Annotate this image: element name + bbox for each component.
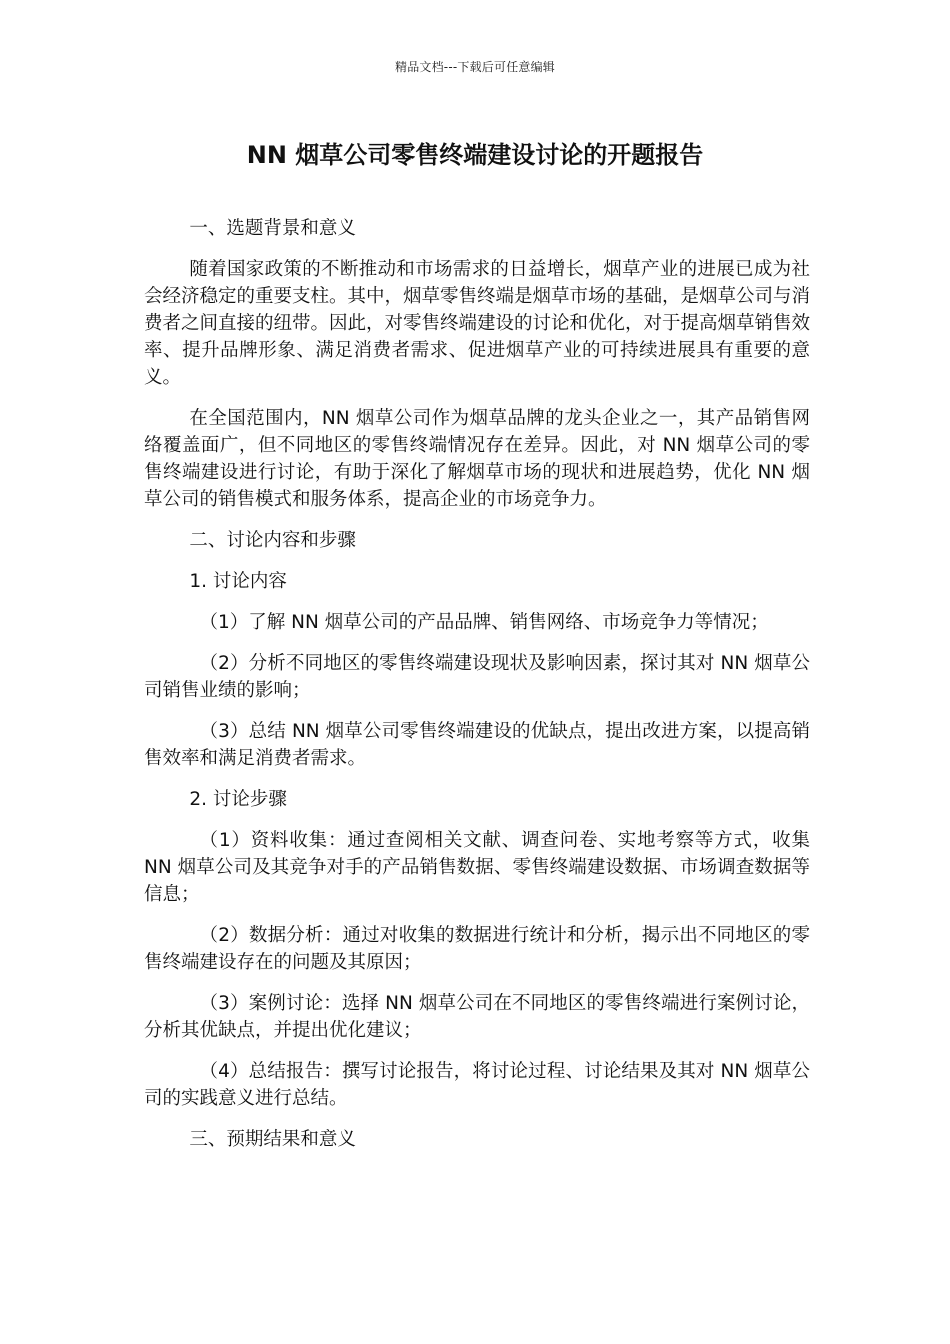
subsection-heading-steps: 2. 讨论步骤 (189, 789, 287, 810)
list-item: （4）总结报告：撰写讨论报告，将讨论过程、讨论结果及其对 NN 烟草公司的实践意义进行总结。 (144, 1061, 810, 1109)
list-item: （3）案例讨论：选择 NN 烟草公司在不同地区的零售终端进行案例讨论，分析其优缺点，并提出优化建议； (144, 993, 810, 1041)
list-item: （2）分析不同地区的零售终端建设现状及影响因素，探讨其对 NN 烟草公司销售业绩的影响； (144, 653, 810, 701)
paragraph-background-1: 随着国家政策的不断推动和市场需求的日益增长，烟草产业的进展已成为社会经济稳定的重要支柱。其中，烟草零售终端是烟草市场的基础，是烟草公司与消费者之间直接的纽带。因此，对零售终端建设的讨论和优化，对于提高烟草销售效率、提升品牌形象、满足消费者需求、促进烟草产业的可持续进展具有重要的意义。 (144, 259, 811, 388)
section-heading-results: 三、预期结果和意义 (189, 1129, 356, 1150)
list-item: （2）数据分析：通过对收集的数据进行统计和分析，揭示出不同地区的零售终端建设存在的问题及其原因； (144, 925, 810, 973)
subsection-heading-content: 1. 讨论内容 (189, 571, 287, 592)
document-title: NN 烟草公司零售终端建设讨论的开题报告 (246, 141, 704, 169)
page-header: 精品文档---下载后可任意编辑 (395, 60, 555, 74)
document-body (144, 215, 810, 1167)
list-item: （3）总结 NN 烟草公司零售终端建设的优缺点，提出改进方案，以提高销售效率和满足消费者需求。 (144, 721, 810, 769)
section-heading-content: 二、讨论内容和步骤 (189, 530, 356, 551)
list-item: （1）了解 NN 烟草公司的产品品牌、销售网络、市场竞争力等情况； (199, 612, 769, 633)
list-item: （1）资料收集：通过查阅相关文献、调查问卷、实地考察等方式，收集 NN 烟草公司及其竞争对手的产品销售数据、零售终端建设数据、市场调查数据等信息； (144, 830, 810, 905)
paragraph-background-2: 在全国范围内，NN 烟草公司作为烟草品牌的龙头企业之一，其产品销售网络覆盖面广，但不同地区的零售终端情况存在差异。因此，对 NN 烟草公司的零售终端建设进行讨论，有助于深化了解烟草市场的现状和进展趋势，优化 NN 烟草公司的销售模式和服务体系，提高企业的市场竞争力。 (144, 408, 810, 510)
section-heading-background: 一、选题背景和意义 (189, 218, 356, 239)
